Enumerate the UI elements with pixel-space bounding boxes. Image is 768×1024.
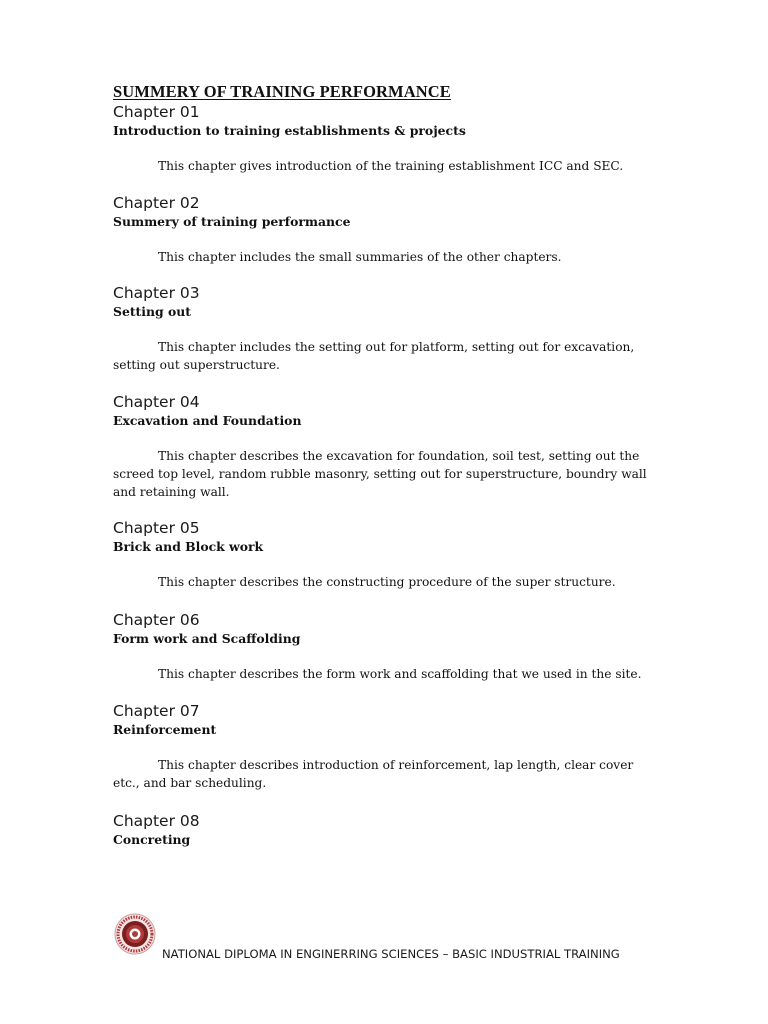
chapter-description: This chapter describes the form work and scaffolding that we used in the site. <box>158 667 642 681</box>
chapter-subtitle: Summery of training performance <box>113 214 351 229</box>
chapter-section <box>113 102 673 175</box>
chapter-subtitle: Setting out <box>113 304 191 319</box>
chapter-heading: Chapter 07 <box>113 702 200 720</box>
chapter-description: This chapter describes introduction of reinforcement, lap length, clear cover etc., and bar scheduling. <box>113 758 634 790</box>
chapter-heading: Chapter 05 <box>113 519 200 537</box>
footer-text: NATIONAL DIPLOMA IN ENGINERRING SCIENCES – BASIC INDUSTRIAL TRAINING <box>162 947 620 961</box>
chapter-subtitle: Concreting <box>113 832 191 847</box>
chapter-subtitle: Brick and Block work <box>113 539 264 554</box>
chapter-section <box>113 610 673 683</box>
chapter-section <box>113 701 673 792</box>
chapter-description: This chapter includes the small summaries of the other chapters. <box>158 250 562 264</box>
chapter-description: This chapter gives introduction of the training establishment ICC and SEC. <box>158 159 624 173</box>
chapter-subtitle: Excavation and Foundation <box>113 413 302 428</box>
chapter-section <box>113 283 673 374</box>
chapter-heading: Chapter 08 <box>113 812 200 830</box>
chapter-subtitle: Reinforcement <box>113 722 217 737</box>
chapter-subtitle: Introduction to training establishments & projects <box>113 123 466 138</box>
chapter-section <box>113 392 673 501</box>
document-title: SUMMERY OF TRAINING PERFORMANCE <box>113 82 451 101</box>
chapter-description: This chapter describes the constructing procedure of the super structure. <box>158 575 616 589</box>
chapter-description: This chapter includes the setting out for platform, setting out for excavation, setting out superstructure. <box>113 340 635 372</box>
chapter-section <box>113 518 673 591</box>
chapter-heading: Chapter 01 <box>113 103 200 121</box>
chapter-section <box>113 193 673 266</box>
chapter-heading: Chapter 03 <box>113 284 200 302</box>
chapter-section <box>113 811 673 849</box>
chapter-heading: Chapter 02 <box>113 194 200 212</box>
chapter-heading: Chapter 06 <box>113 611 200 629</box>
chapter-description: This chapter describes the excavation for foundation, soil test, setting out the screed top level, random rubble masonry, setting out for superstructure, boundry wall and retaining wall. <box>113 449 647 499</box>
chapter-heading: Chapter 04 <box>113 393 200 411</box>
chapter-subtitle: Form work and Scaffolding <box>113 631 301 646</box>
